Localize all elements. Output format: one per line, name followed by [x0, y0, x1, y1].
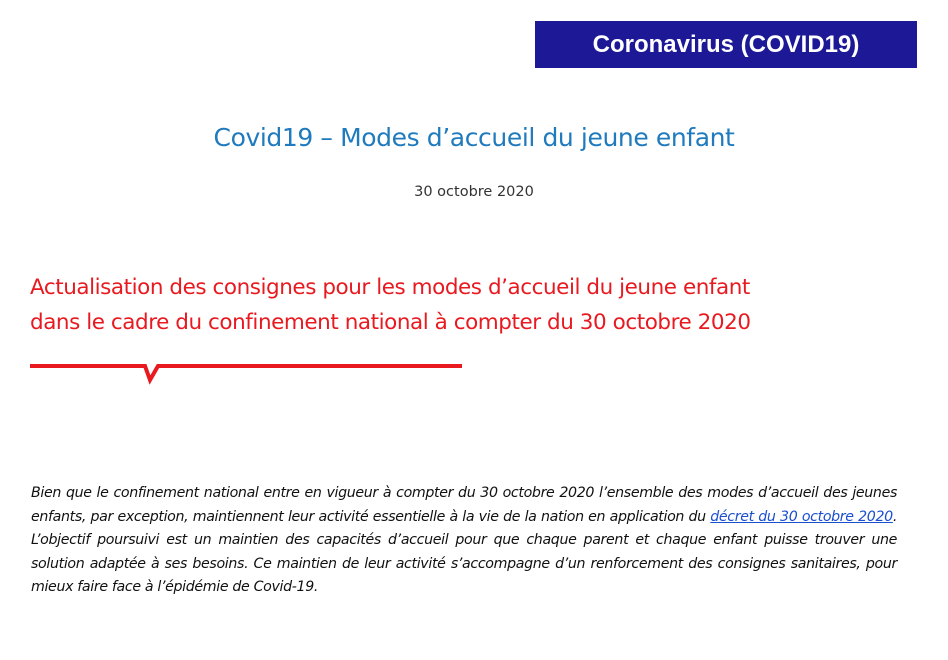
decree-link[interactable]: décret du 30 octobre 2020: [710, 508, 893, 525]
banner-label: Coronavirus (COVID19): [592, 30, 860, 58]
body-text-intro: Bien que le confinement national entre en vigueur à compter du 30 octobre 2020 l’ensemble des modes d’accueil des jeunes enfants, par exception, maintiennent leur activité essentielle à la vie de la nation en application du: [31, 485, 897, 525]
document-date: 30 octobre 2020: [414, 184, 534, 200]
body-paragraph: [31, 482, 897, 600]
subtitle-heading: [30, 270, 898, 340]
callout-underline: [30, 358, 462, 388]
body-text-rest: . L’objectif poursuivi est un maintien des capacités d’accueil pour que chaque parent et chaque enfant puisse trouver une solution adaptée à ses besoins. Ce maintien de leur activité s’accompagne d’un renforcement des consignes sanitaires, pour mieux faire face à l’épidémie de Covid-19.: [31, 508, 897, 595]
subtitle-line-1: Actualisation des consignes pour les modes d’accueil du jeune enfant: [30, 275, 750, 300]
covid-banner: [535, 21, 917, 68]
page-title: Covid19 – Modes d’accueil du jeune enfant: [213, 123, 735, 152]
subtitle-line-2: dans le cadre du confinement national à compter du 30 octobre 2020: [30, 310, 751, 335]
